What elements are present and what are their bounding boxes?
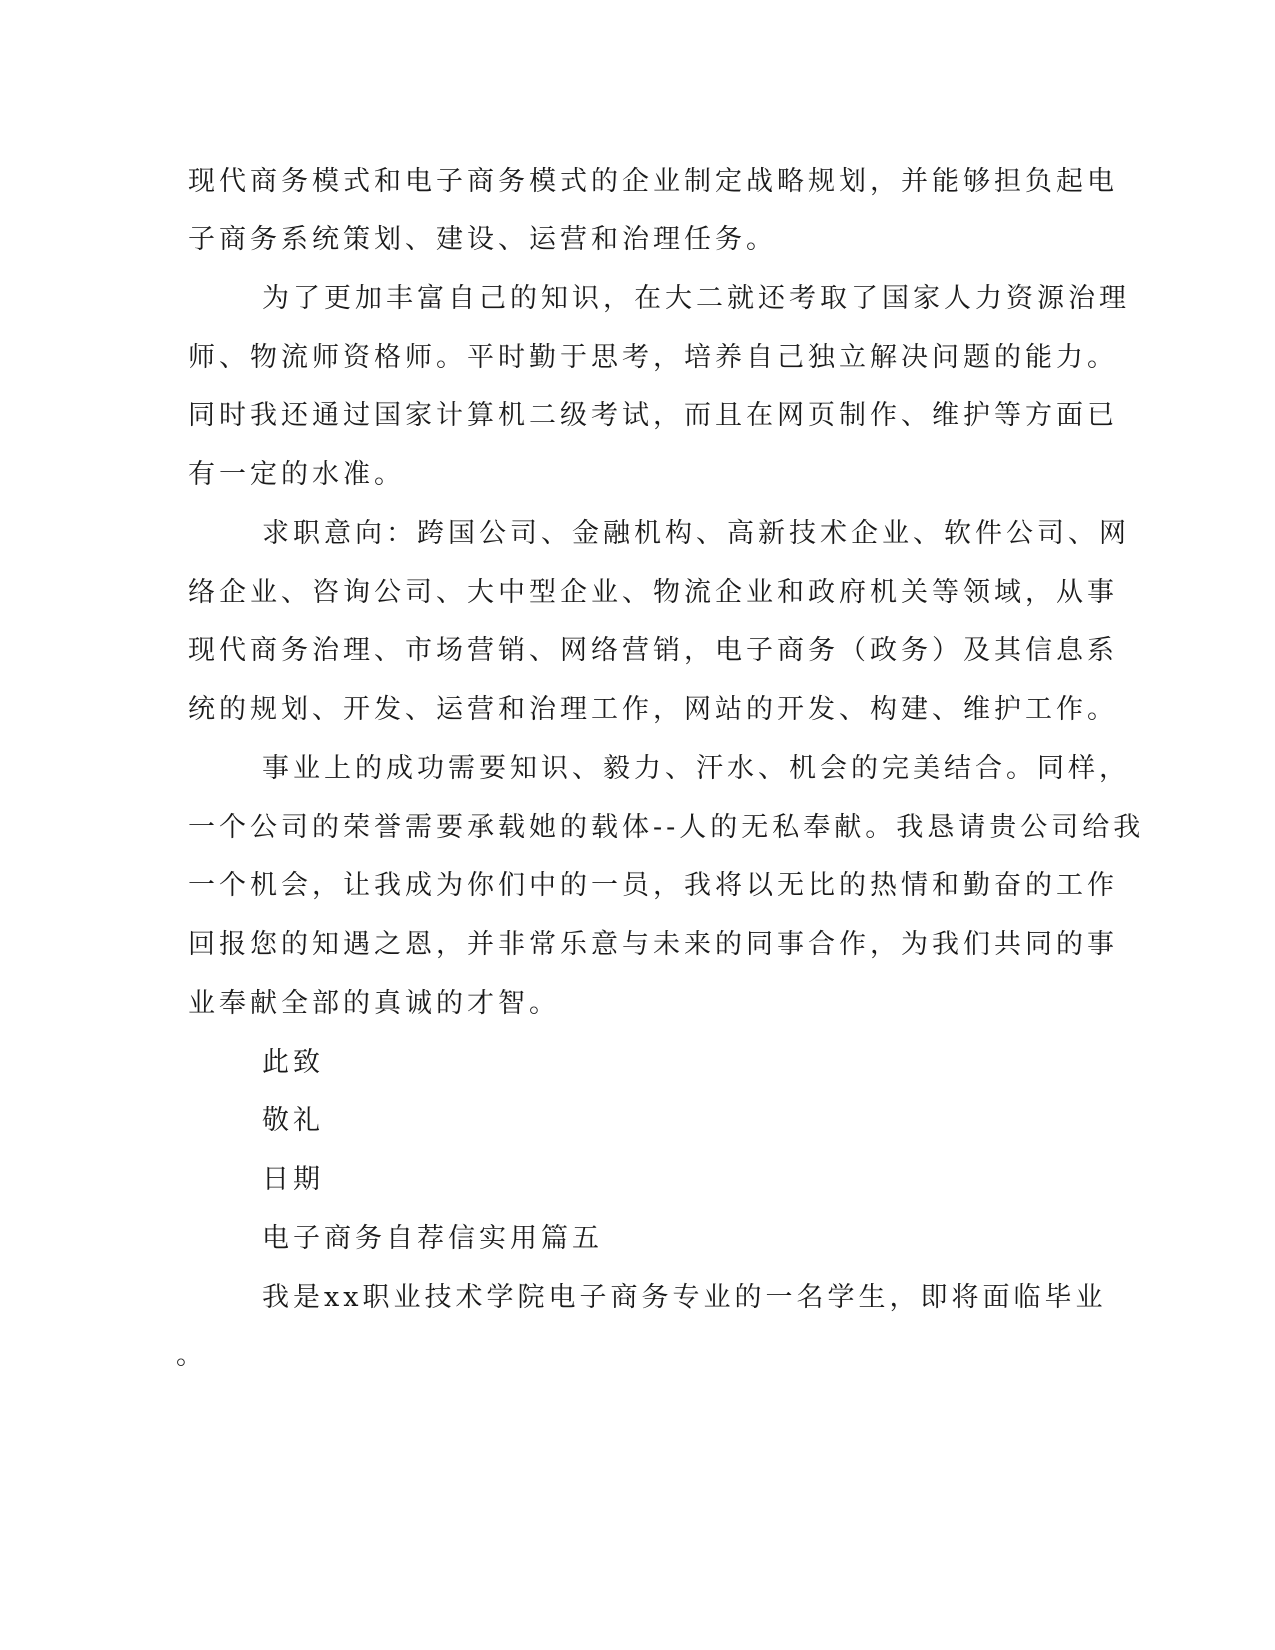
- closing-salutation: 此致: [262, 1047, 324, 1078]
- text-line: 现代商务治理、市场营销、网络营销，电子商务（政务）及其信息系: [188, 635, 1118, 666]
- paragraph-first-line: 我是xx职业技术学院电子商务专业的一名学生，即将面临毕业: [262, 1282, 1107, 1313]
- text-line: 师、物流师资格师。平时勤于思考，培养自己独立解决问题的能力。: [188, 342, 1118, 373]
- text-line: 现代商务模式和电子商务模式的企业制定战略规划，并能够担负起电: [188, 166, 1118, 197]
- text-line: 统的规划、开发、运营和治理工作，网站的开发、构建、维护工作。: [188, 694, 1118, 725]
- text-line: 一个机会，让我成为你们中的一员，我将以无比的热情和勤奋的工作: [188, 870, 1118, 901]
- text-line: 。: [176, 1340, 207, 1371]
- paragraph-first-line: 事业上的成功需要知识、毅力、汗水、机会的完美结合。同样，: [262, 753, 1130, 784]
- closing-regards: 敬礼: [262, 1105, 324, 1136]
- date-label: 日期: [262, 1164, 324, 1195]
- text-line: 一个公司的荣誉需要承载她的载体--人的无私奉献。我恳请贵公司给我: [188, 812, 1145, 843]
- text-line: 业奉献全部的真诚的才智。: [188, 988, 560, 1019]
- text-line: 同时我还通过国家计算机二级考试，而且在网页制作、维护等方面已: [188, 400, 1118, 431]
- text-line: 子商务系统策划、建设、运营和治理任务。: [188, 224, 777, 255]
- section-heading: 电子商务自荐信实用篇五: [262, 1223, 603, 1254]
- paragraph-first-line: 为了更加丰富自己的知识，在大二就还考取了国家人力资源治理: [262, 283, 1130, 314]
- paragraph-first-line: 求职意向：跨国公司、金融机构、高新技术企业、软件公司、网: [262, 518, 1130, 549]
- text-line: 回报您的知遇之恩，并非常乐意与未来的同事合作，为我们共同的事: [188, 929, 1118, 960]
- text-line: 络企业、咨询公司、大中型企业、物流企业和政府机关等领域，从事: [188, 577, 1118, 608]
- text-line: 有一定的水准。: [188, 459, 405, 490]
